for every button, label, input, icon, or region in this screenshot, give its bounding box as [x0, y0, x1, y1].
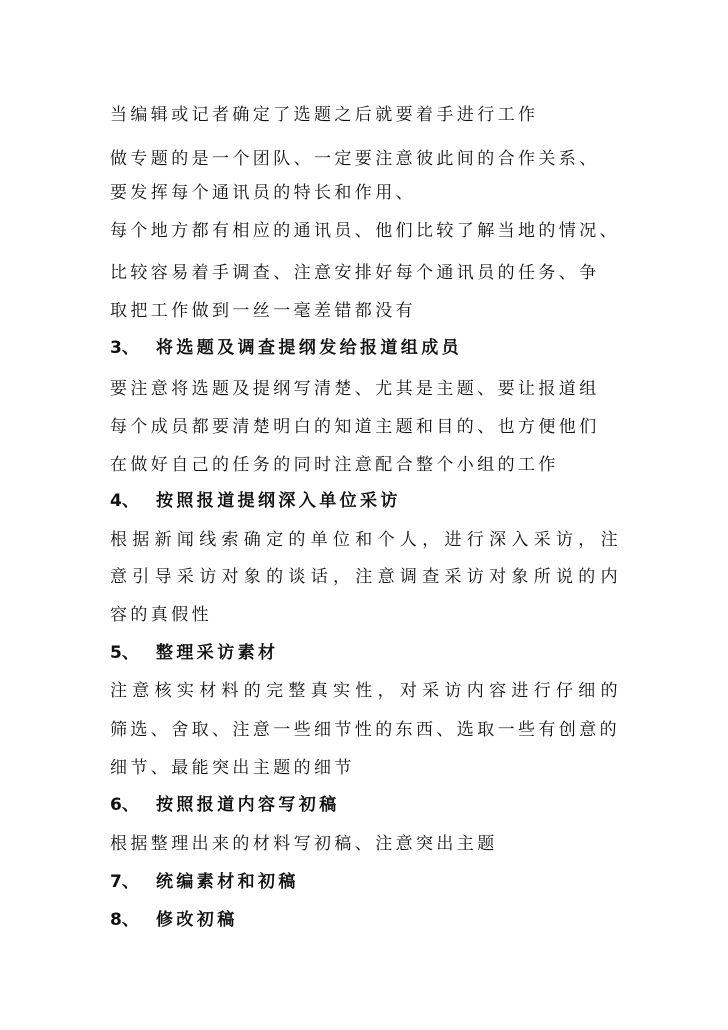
text-line: 在做好自己的任务的同时注意配合整个小组的工作	[110, 455, 559, 475]
step-number: 6、	[110, 795, 139, 815]
text-line: 细节、最能突出主题的细节	[110, 758, 355, 778]
step-title: 按照报道提纲深入单位采访	[156, 491, 401, 511]
text-line: 容的真假性	[110, 605, 212, 625]
text-line: 要注意将选题及提纲写清楚、尤其是主题、要让报道组	[110, 379, 600, 399]
step-title: 按照报道内容写初稿	[156, 795, 340, 815]
step-heading	[110, 337, 710, 359]
text-line: 每个成员都要清楚明白的知道主题和目的、也方便他们	[110, 417, 600, 437]
text-line: 比较容易着手调查、注意安排好每个通讯员的任务、争	[110, 263, 600, 283]
step-title: 统编素材和初稿	[156, 872, 299, 892]
text-line: 筛选、舍取、注意一些细节性的东西、选取一些有创意的	[110, 720, 620, 740]
text-line: 要发挥每个通讯员的特长和作用、	[110, 183, 416, 203]
text-line: 当编辑或记者确定了选题之后就要着手进行工作	[110, 105, 539, 125]
step-title: 整理采访素材	[156, 643, 279, 663]
step-heading	[110, 490, 710, 512]
text-line: 每个地方都有相应的通讯员、他们比较了解当地的情况、	[110, 221, 620, 241]
text-line: 根据新闻线索确定的单位和个人，进行深入采访，注	[110, 530, 623, 550]
step-heading	[110, 871, 710, 893]
step-heading	[110, 642, 710, 664]
step-number: 8、	[110, 910, 139, 930]
text-line: 意引导采访对象的谈话，注意调查采访对象所说的内	[110, 567, 623, 587]
step-title: 修改初稿	[156, 910, 238, 930]
text-line: 根据整理出来的材料写初稿、注意突出主题	[110, 834, 498, 854]
step-number: 3、	[110, 338, 139, 358]
text-line: 取把工作做到一丝一毫差错都没有	[110, 301, 416, 321]
text-line: 注意核实材料的完整真实性，对采访内容进行仔细的	[110, 681, 623, 701]
step-number: 4、	[110, 491, 139, 511]
step-title: 将选题及调查提纲发给报道组成员	[156, 338, 462, 358]
step-number: 5、	[110, 643, 139, 663]
step-heading	[110, 794, 710, 816]
text-line: 做专题的是一个团队、一定要注意彼此间的合作关系、	[110, 149, 600, 169]
step-heading	[110, 909, 710, 931]
step-number: 7、	[110, 872, 139, 892]
